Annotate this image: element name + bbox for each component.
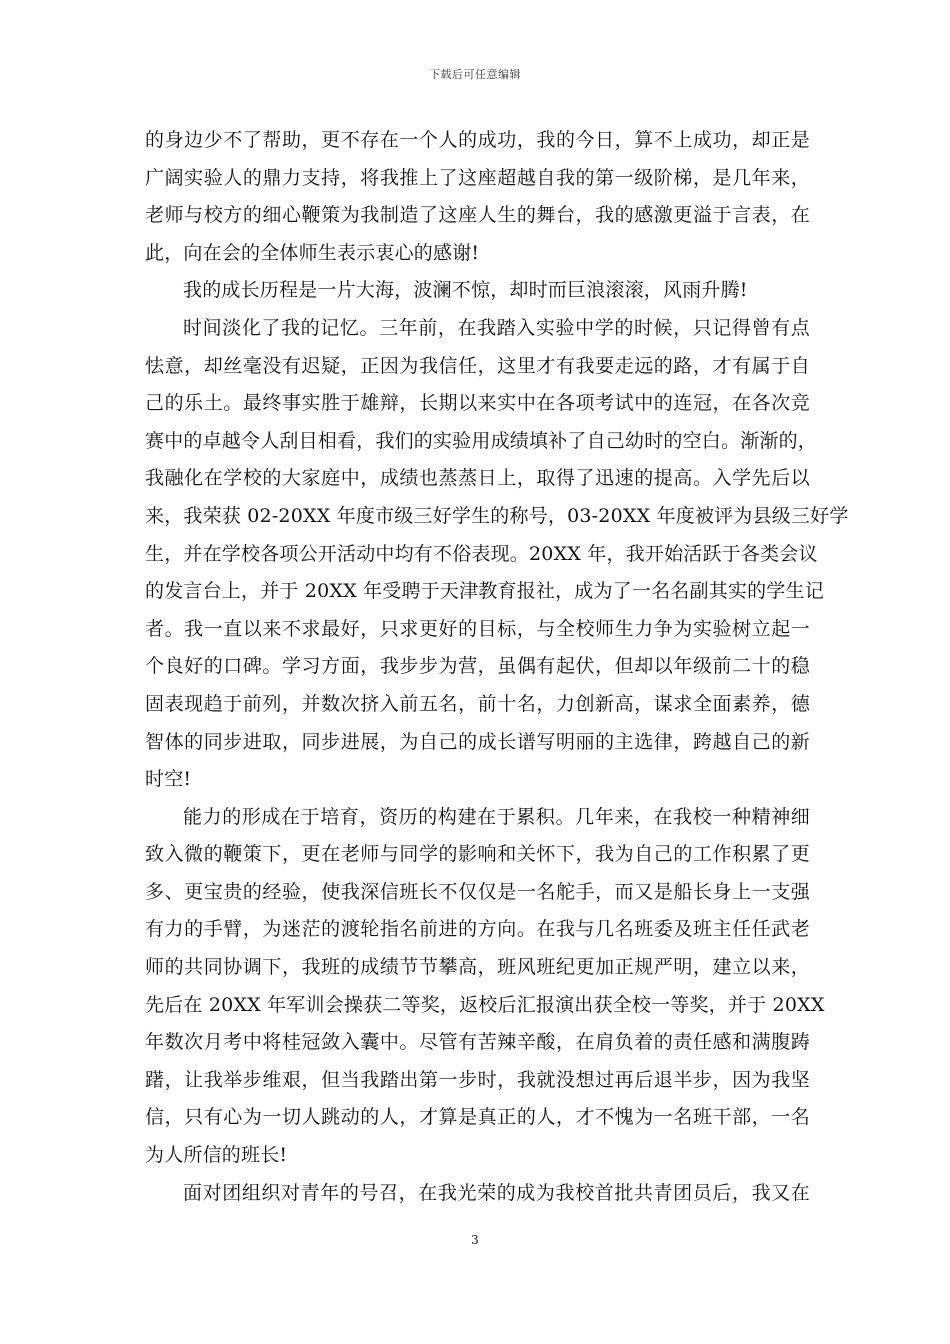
paragraph-start-line: 时间淡化了我的记忆。三年前，在我踏入实验中学的时候，只记得曾有点 xyxy=(183,316,810,339)
paragraph-start-line: 能力的形成在于培育，资历的构建在于累积。几年来，在我校一种精神细 xyxy=(183,805,810,828)
paragraph-start-line: 面对团组织对青年的号召，在我光荣的成为我校首批共青团员后，我又在 xyxy=(183,1181,810,1204)
text-line: 信，只有心为一切人跳动的人，才算是真正的人，才不愧为一名班干部，一名 xyxy=(145,1106,810,1129)
text-line: 智体的同步进取，同步进展，为自己的成长谱写明丽的主选律，跨越自己的新 xyxy=(145,730,810,753)
text-line: 多、更宝贵的经验，使我深信班长不仅仅是一名舵手，而又是船长身上一支强 xyxy=(145,880,810,903)
text-line: 个良好的口碑。学习方面，我步步为营，虽偶有起伏，但却以年级前二十的稳 xyxy=(145,655,810,678)
text-line: 生，并在学校各项公开活动中均有不俗表现。20XX 年，我开始活跃于各类会议 xyxy=(145,542,818,565)
text-line: 赛中的卓越令人刮目相看，我们的实验用成绩填补了自己幼时的空白。渐渐的， xyxy=(145,429,818,452)
text-line: 我融化在学校的大家庭中，成绩也蒸蒸日上，取得了迅速的提高。入学先后以 xyxy=(145,467,810,490)
text-line: 的发言台上，并于 20XX 年受聘于天津教育报社，成为了一名名副其实的学生记 xyxy=(145,580,824,603)
text-line: 己的乐土。最终事实胜于雄辩，长期以来实中在各项考试中的连冠，在各次竞 xyxy=(145,392,810,415)
text-line: 致入微的鞭策下，更在老师与同学的影响和关怀下，我为自己的工作积累了更 xyxy=(145,843,810,866)
text-line: 广阔实验人的鼎力支持，将我推上了这座超越自我的第一级阶梯，是几年来， xyxy=(145,166,810,189)
text-line: 固表现趋于前列，并数次挤入前五名，前十名，力创新高，谋求全面素养，德 xyxy=(145,692,810,715)
text-line: 老师与校方的细心鞭策为我制造了这座人生的舞台，我的感激更溢于言表，在 xyxy=(145,204,810,227)
text-line: 年数次月考中将桂冠敛入囊中。尽管有苦辣辛酸，在肩负着的责任感和满腹踌 xyxy=(145,1031,810,1054)
text-line: 的身边少不了帮助，更不存在一个人的成功，我的今日，算不上成功，却正是 xyxy=(145,129,810,151)
text-line: 师的共同协调下，我班的成绩节节攀高，班风班纪更加正规严明，建立以来， xyxy=(145,956,810,979)
text-line: 者。我一直以来不求最好，只求更好的目标，与全校师生力争为实验树立起一 xyxy=(145,617,810,640)
document-body xyxy=(145,122,849,1212)
text-line: 先后在 20XX 年军训会操获二等奖，返校后汇报演出获全校一等奖，并于 20XX xyxy=(145,993,825,1016)
text-line: 来，我荣获 02-20XX 年度市级三好学生的称号，03-20XX 年度被评为县级三好学 xyxy=(145,504,849,527)
text-line: 躇，让我举步维艰，但当我踏出第一步时，我就没想过再后退半步，因为我坚 xyxy=(145,1068,810,1091)
text-line: 此，向在会的全体师生表示衷心的感谢! xyxy=(145,241,480,264)
text-line: 为人所信的班长! xyxy=(145,1144,288,1167)
page-header: 下载后可任意编辑 xyxy=(429,68,521,81)
text-line: 怯意，却丝毫没有迟疑，正因为我信任，这里才有我要走远的路，才有属于自 xyxy=(145,354,810,377)
page-number: 3 xyxy=(471,1233,479,1247)
text-line: 时空! xyxy=(145,768,192,791)
paragraph-start-line: 我的成长历程是一片大海，波澜不惊，却时而巨浪滚滚，风雨升腾! xyxy=(183,279,748,302)
text-line: 有力的手臂，为迷茫的渡轮指名前进的方向。在我与几名班委及班主任任武老 xyxy=(145,918,810,941)
